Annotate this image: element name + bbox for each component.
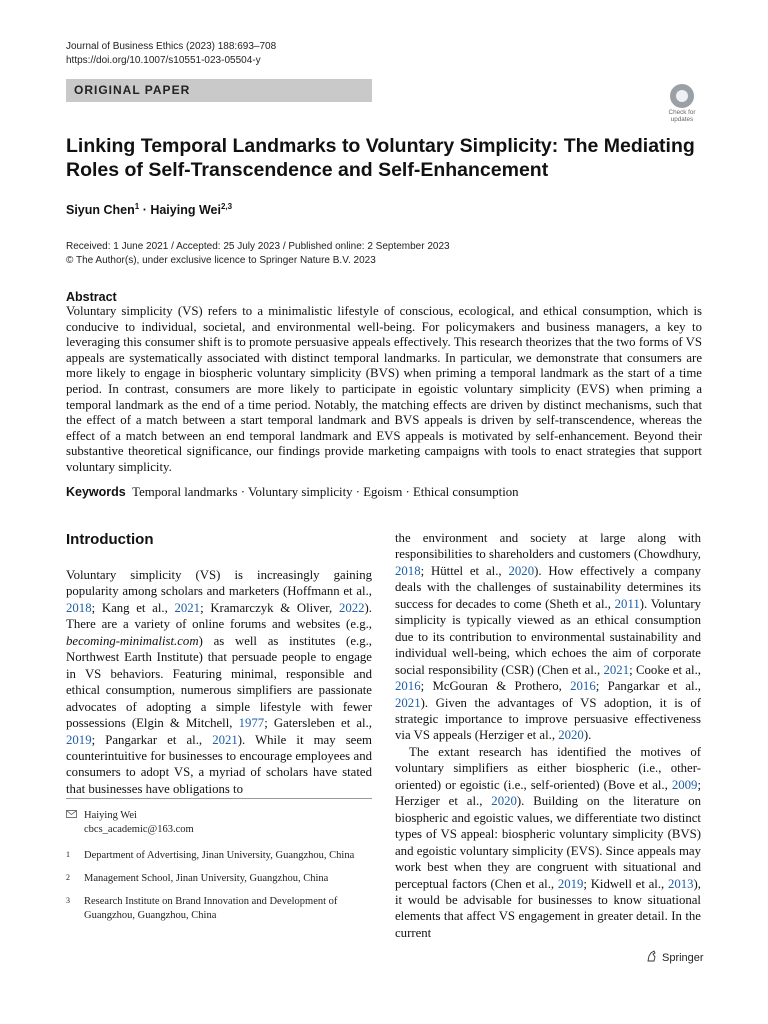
abstract-text: Voluntary simplicity (VS) refers to a minimalistic lifestyle of conscious, ecological, and ethical consumption, which is conducive to individual, societal, and environmental well-being. For policymakers and business managers, a key to leveraging this consumer shift is to promote persuasive appeals effectively. This research theorizes that the two forms of VS appeals are systematically associated with distinct temporal landmarks. In particular, we demonstrate that consumers are more likely to engage in biospheric voluntary simplicity (BVS) when priming a temporal landmark as the start of a time period. In contrast, consumers are more likely to participate in egoistic voluntary simplicity (EVS) when priming a temporal landmark as the end of a time period. Notably, the matching effects are driven by distinct mechanisms, such that the effect of a match between a start temporal landmark and BVS appeals is driven by self-transcendence, whereas the effect of a match between an end temporal landmark and EVS appeals is motivated by self-enhancement. Beyond their substantive theoretical significance, our findings provide marketing campaigns with tools to enact strategies that support voluntary simplicity. — [66, 304, 702, 474]
affiliation-number: 3 — [66, 896, 70, 905]
affiliation-text: Department of Advertising, Jinan University, Guangzhou, China — [84, 850, 355, 861]
citation-link[interactable]: 2021 — [395, 695, 421, 710]
citation-link[interactable]: 2022 — [338, 600, 365, 615]
intro-paragraph-2: The extant research has identified the motives of voluntary simplifiers as either biospheric (i.e., other-oriented) or egoistic (i.e., self-oriented) (Bove et al., 2009; Herziger et al., 2020). Building on the literature on biospheric and egoistic values, we differentiate two distinct types of VS appeal: biospheric voluntary simplicity (BVS) and egoistic voluntary simplicity (EVS). Since appeals may work best when they are congruent with situational and perceptual factors (Chen et al., 2019; Kidwell et al., 2013), it would be advisable for businesses to know situational elements that affect VS engagement in greater detail. In the current — [395, 744, 701, 940]
citation-link[interactable]: 1977 — [238, 716, 265, 731]
citation-link[interactable]: 2021 — [212, 732, 238, 747]
citation-link[interactable]: 2016 — [570, 679, 596, 694]
keywords-label: Keywords — [66, 485, 126, 499]
check-for-updates-badge[interactable] — [663, 84, 701, 124]
check-updates-line2: updates — [670, 116, 694, 123]
author-name[interactable]: Haiying Wei — [150, 203, 221, 217]
citation-link[interactable]: 2020 — [491, 794, 517, 809]
author-separator: · — [139, 203, 151, 217]
citation-link[interactable]: 2009 — [671, 777, 698, 792]
check-updates-icon — [670, 84, 694, 108]
doi-link[interactable]: https://doi.org/10.1007/s10551-023-05504-y — [66, 55, 261, 66]
publisher-name: Springer — [662, 951, 704, 964]
citation-link[interactable]: 2011 — [614, 596, 640, 611]
website-mention: becoming-minimalist.com — [66, 633, 199, 648]
author-name[interactable]: Siyun Chen — [66, 203, 135, 217]
corresponding-author — [66, 809, 372, 837]
citation-link[interactable]: 2021 — [603, 662, 630, 677]
envelope-icon — [66, 809, 84, 837]
left-column — [66, 530, 372, 797]
abstract-heading: Abstract — [66, 290, 117, 304]
affiliation-item — [66, 872, 372, 886]
history-dates: Received: 1 June 2021 / Accepted: 25 July 2023 / Published online: 2 September 2023 — [66, 241, 450, 252]
author-list — [66, 203, 232, 217]
citation-link[interactable]: 2019 — [557, 876, 584, 891]
citation-link[interactable]: 2021 — [174, 600, 201, 615]
citation-link[interactable]: 2016 — [395, 679, 421, 694]
keywords-list: Temporal landmarks · Voluntary simplicity · Egoism · Ethical consumption — [132, 485, 519, 499]
contact-email[interactable]: cbcs_academic@163.com — [84, 824, 194, 835]
journal-info — [66, 40, 486, 68]
affiliation-text: Research Institute on Brand Innovation and Development of Guangzhou, Guangzhou, China — [84, 896, 338, 921]
author-affiliation-marker: 1 — [134, 202, 140, 211]
citation-link[interactable]: 2013 — [667, 876, 694, 891]
keywords — [66, 485, 519, 500]
affiliation-number: 2 — [66, 873, 70, 882]
check-updates-line1: Check for — [668, 109, 696, 116]
citation-link[interactable]: 2020 — [508, 563, 535, 578]
author-affiliation-marker: 2,3 — [220, 202, 233, 211]
intro-paragraph-1: Voluntary simplicity (VS) is increasingly gaining popularity among scholars and marketers (Hoffmann et al., 2018; Kang et al., 2021; Kramarczyk & Oliver, 2022). There are a variety of online forums and websites (e.g., becoming-minimalist.com) as well as institutes (e.g., Northwest Earth Institute) that persuade people to engage in VS behaviors. Featuring minimal, responsible and ethical consumption, numerous simplifiers are passionate advocates of adopting a simple lifestyle with fewer possessions (Elgin & Mitchell, 1977; Gatersleben et al., 2019; Pangarkar et al., 2021). While it may seem counterintuitive for businesses to encourage employees and consumers to adopt VS, a myriad of scholars have stated that businesses have obligations to — [66, 568, 372, 796]
journal-citation: Journal of Business Ethics (2023) 188:693–708 — [66, 41, 277, 52]
springer-horse-icon — [646, 950, 658, 965]
publisher-logo — [646, 950, 704, 965]
citation-link[interactable]: 2018 — [66, 600, 92, 615]
affiliation-text: Management School, Jinan University, Guangzhou, China — [84, 873, 329, 884]
right-column — [395, 530, 701, 941]
section-banner: ORIGINAL PAPER — [66, 79, 372, 102]
intro-paragraph-1-continued: the environment and society at large along with responsibilities to shareholders and customers (Chowdhury, 2018; Hüttel et al., 2020). How effectively a company deals with the challenges of sustainability determines its success for decades to come (Sheth et al., 2011). Voluntary simplicity is typically viewed as an ethical consumption due to its contribution to environmental sustainability and individual well-being, which echoes the aim of corporate social responsibility (CSR) (Chen et al., 2021; Cooke et al., 2016; McGouran & Prothero, 2016; Pangarkar et al., 2021). Given the advantages of VS adoption, it is of strategic importance to improve persuasive effectiveness via VS appeals (Herziger et al., 2020). — [395, 531, 701, 743]
footnotes — [66, 809, 372, 932]
affiliation-number: 1 — [66, 850, 70, 859]
affiliation-item — [66, 849, 372, 863]
paper-title: Linking Temporal Landmarks to Voluntary Simplicity: The Mediating Roles of Self-Transcendence and Self-Enhancement — [66, 135, 695, 181]
citation-link[interactable]: 2020 — [558, 728, 584, 743]
citation-link[interactable]: 2018 — [395, 563, 421, 578]
introduction-heading: Introduction — [66, 531, 154, 548]
affiliation-item — [66, 895, 372, 923]
contact-name: Haiying Wei — [84, 810, 137, 821]
copyright-line: © The Author(s), under exclusive licence to Springer Nature B.V. 2023 — [66, 255, 376, 266]
citation-link[interactable]: 2019 — [66, 732, 92, 747]
publication-dates — [66, 240, 706, 268]
footnote-divider — [66, 798, 372, 799]
